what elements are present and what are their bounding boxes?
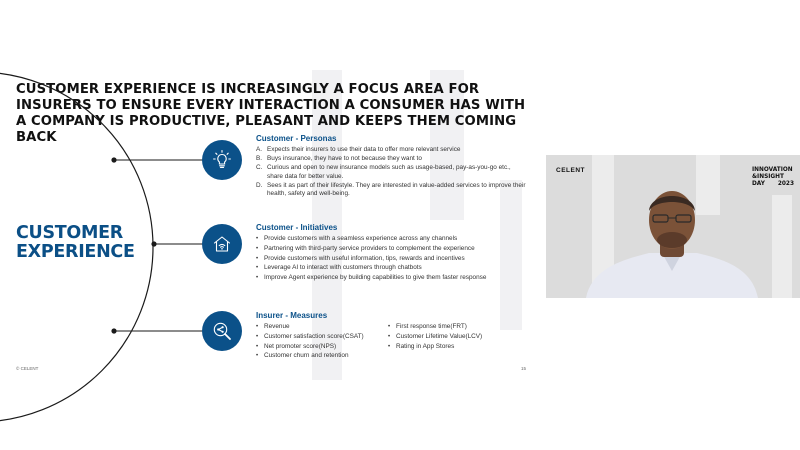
list-item-text: Sees it as part of their lifestyle. They are interested in value-added services to improve their health, safety and well-being. [267,181,526,198]
list-item-text: Curious and open to new insurance models such as usage-based, pay-as-you-go etc., share data for better value. [267,164,511,180]
list-item-text: Expects their insurers to use their data to offer more relevant service [267,146,461,153]
bullet-icon: • [256,333,259,340]
list-item-text: First response time(FRT) [396,323,467,330]
presenter-figure [546,155,800,298]
list-item [388,323,524,331]
bullet-icon: • [256,265,259,272]
list-item [256,264,528,272]
list-item-text: Customer churn and retention [264,352,349,360]
list-item-text: Revenue [264,323,290,330]
section-heading: Customer - Initiatives [256,223,338,232]
list-item [256,164,528,180]
measures-list-right [388,323,524,362]
list-marker: D. [256,181,263,189]
section-insurer-measures [256,311,528,362]
bullet-icon: • [256,236,259,242]
list-item-text: Net promoter score(NPS) [264,342,337,350]
list-item [256,333,388,341]
list-item [256,323,388,331]
smart-home-icon [202,224,242,264]
connector-dot [111,157,116,162]
list-item-text: Buys insurance, they have to not because they want to [267,155,422,163]
list-item [256,255,528,263]
list-marker: B. [256,155,263,163]
lightbulb-icon [202,140,242,180]
personas-list [256,146,528,198]
event-logo-day: DAY [752,181,765,187]
list-item [256,146,528,154]
section-heading: Insurer - Measures [256,311,328,320]
event-logo-year: 2023 [777,181,794,187]
hub-label-line: EXPERIENCE [16,242,135,262]
event-logo-line: INNOVATION [752,167,793,173]
bullet-icon: • [388,324,391,330]
connector-dot [111,328,116,333]
list-item-text: Customer Lifetime Value(LCV) [396,332,483,340]
connector-dot [151,241,156,246]
list-item [256,343,388,351]
hub-label [16,224,135,262]
presenter-video-tile[interactable] [546,155,800,298]
section-customer-initiatives [256,223,528,284]
list-item-text: Partnering with third-party service providers to complement the experience [264,244,475,252]
hub-label-line: CUSTOMER [16,223,123,243]
list-item [256,235,528,243]
slide-footer-copyright: © CELENT [16,366,39,371]
list-item-text: Provide customers with a seamless experience across any channels [264,235,458,242]
list-item [256,274,528,282]
list-item [256,155,528,163]
list-item [256,182,528,198]
bullet-icon: • [256,245,259,252]
list-item-text: Leverage AI to interact with customers through chatbots [264,264,422,272]
list-item-text: Improve Agent experience by building capabilities to give them faster response [264,274,487,282]
list-marker: C. [256,164,263,172]
list-item-text: Rating in App Stores [396,342,455,350]
list-item [388,343,524,351]
slide-title: CUSTOMER EXPERIENCE IS INCREASINGLY A FOCUS AREA FOR INSURERS TO ENSURE EVERY INTERACTION A CONSUMER HAS WITH A COMPANY IS PRODUCTIVE, PLEASANT AND KEEPS THEM COMING BACK [16,82,526,145]
slide-page-number: 15 [521,366,527,371]
list-item-text: Customer satisfaction score(CSAT) [264,332,364,340]
bullet-icon: • [256,353,259,360]
bullet-icon: • [256,255,259,262]
list-item [256,352,388,360]
celent-logo: CELENT [556,167,585,174]
list-marker: A. [256,146,263,153]
list-item [388,333,524,341]
measures-list-left [256,323,388,362]
bullet-icon: • [388,343,391,350]
event-logo-line: &INSIGHT [752,174,784,180]
bullet-icon: • [256,275,259,282]
list-item-text: Provide customers with useful information, tips, rewards and incentives [264,254,465,262]
section-heading: Customer - Personas [256,134,337,143]
list-item [256,245,528,253]
bullet-icon: • [388,333,391,340]
bullet-icon: • [256,343,259,350]
measures-columns [256,323,528,362]
bullet-icon: • [256,324,259,330]
share-search-icon [202,311,242,351]
initiatives-list [256,235,528,282]
section-customer-personas [256,134,528,199]
